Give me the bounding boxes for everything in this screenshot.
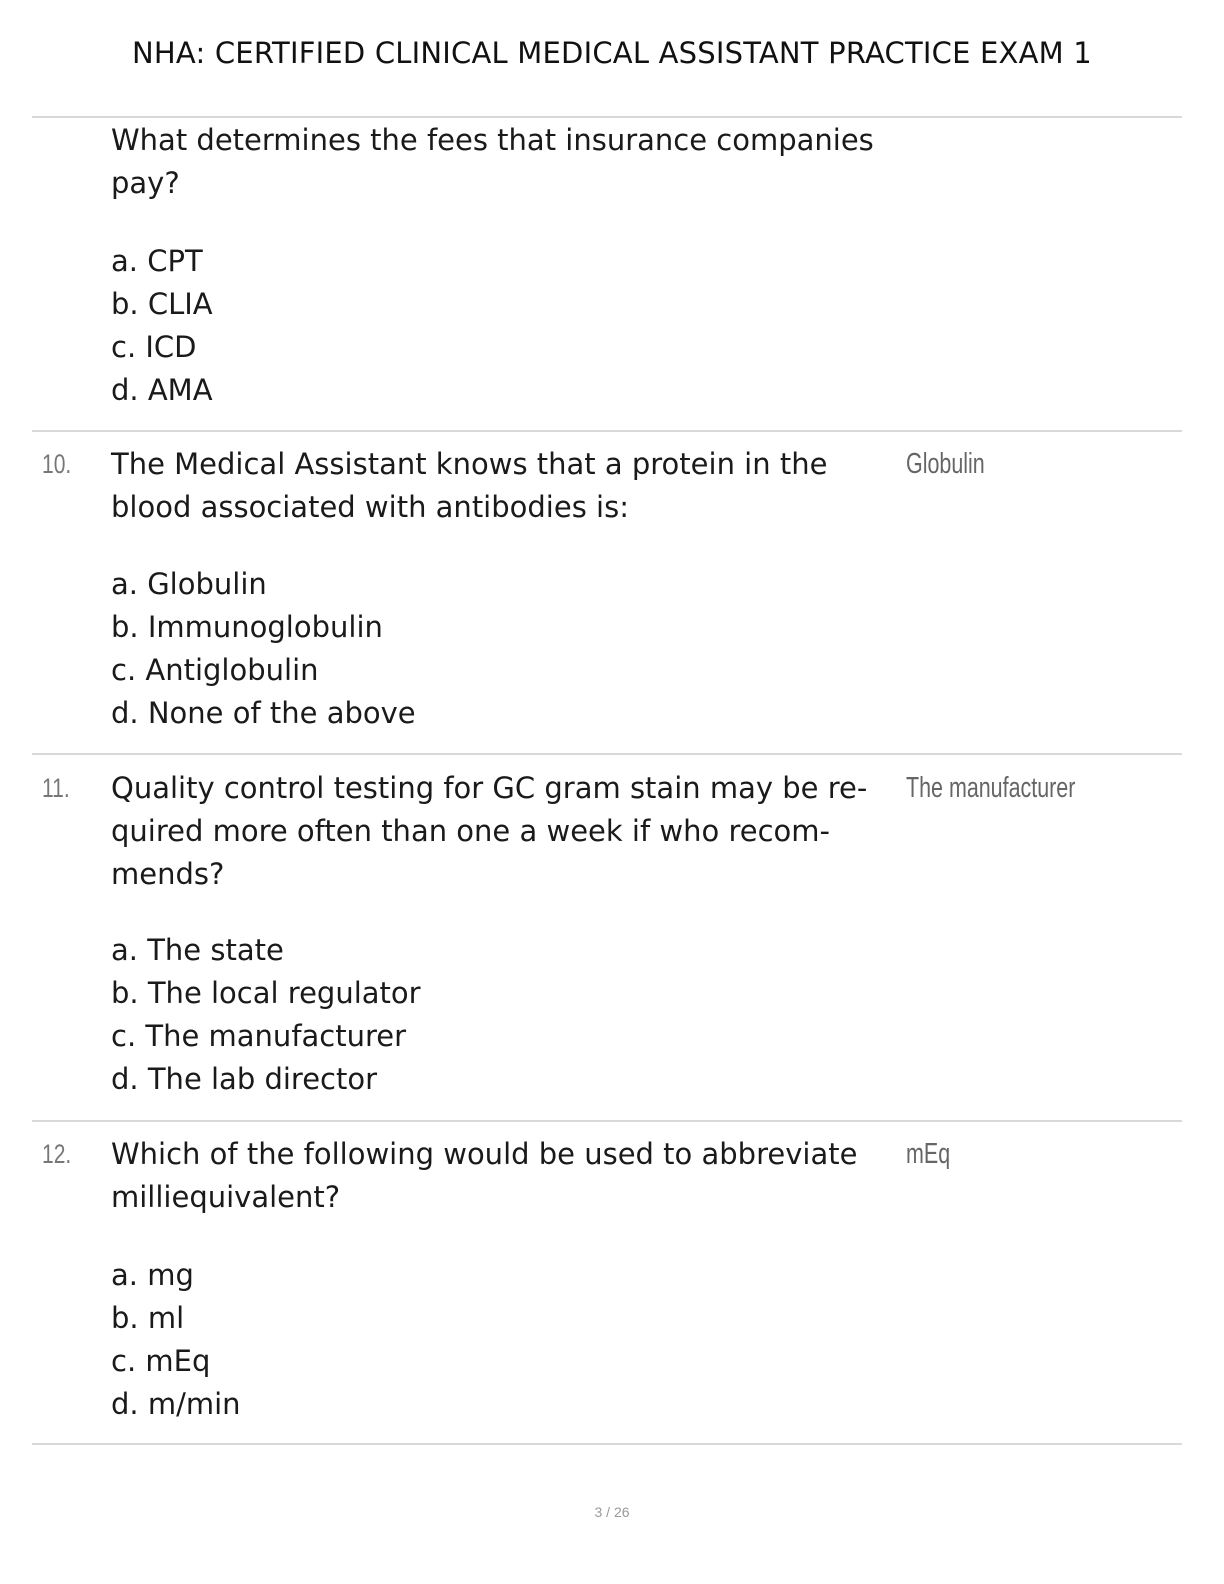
question-text <box>111 1133 886 1219</box>
option-c: c. ICD <box>111 330 197 364</box>
divider <box>32 1443 1182 1445</box>
option-c: c. The manufacturer <box>111 1019 407 1053</box>
divider <box>32 1120 1182 1122</box>
option-b: b. The local regulator <box>111 976 421 1010</box>
question-line: The Medical Assistant knows that a protein in the <box>111 447 828 481</box>
page-title: NHA: CERTIFIED CLINICAL MEDICAL ASSISTANT PRACTICE EXAM 1 <box>132 36 1092 70</box>
question-text <box>111 119 886 205</box>
divider <box>32 753 1182 755</box>
options-list <box>111 929 421 1101</box>
option-b: b. ml <box>111 1301 185 1335</box>
option-d: d. m/min <box>111 1387 241 1421</box>
divider <box>32 430 1182 432</box>
question-text <box>111 767 886 896</box>
divider <box>32 116 1182 118</box>
option-b: b. Immunoglobulin <box>111 610 383 644</box>
question-line: mends? <box>111 857 225 891</box>
question-line: quired more often than one a week if who recom- <box>111 814 830 848</box>
question-line: What determines the fees that insurance companies <box>111 123 874 157</box>
option-b: b. CLIA <box>111 287 213 321</box>
options-list <box>111 240 213 412</box>
option-a: a. Globulin <box>111 567 267 601</box>
question-number: 10. <box>42 449 72 479</box>
option-d: d. AMA <box>111 373 213 407</box>
answer-text: Globulin <box>906 448 985 480</box>
option-a: a. The state <box>111 933 284 967</box>
question-number: 12. <box>42 1139 72 1169</box>
question-line: milliequivalent? <box>111 1180 341 1214</box>
answer-text: mEq <box>906 1138 951 1170</box>
option-a: a. CPT <box>111 244 203 278</box>
option-d: d. None of the above <box>111 696 416 730</box>
options-list <box>111 563 416 735</box>
answer-text: The manufacturer <box>906 772 1076 804</box>
options-list <box>111 1254 241 1426</box>
question-text <box>111 443 886 529</box>
question-line: Which of the following would be used to abbreviate <box>111 1137 858 1171</box>
page-number: 3 / 26 <box>594 1504 630 1520</box>
option-a: a. mg <box>111 1258 194 1292</box>
option-c: c. Antiglobulin <box>111 653 319 687</box>
option-c: c. mEq <box>111 1344 211 1378</box>
question-line: blood associated with antibodies is: <box>111 490 629 524</box>
question-line: Quality control testing for GC gram stain may be re- <box>111 771 868 805</box>
option-d: d. The lab director <box>111 1062 378 1096</box>
question-line: pay? <box>111 166 180 200</box>
question-number: 11. <box>42 773 70 803</box>
